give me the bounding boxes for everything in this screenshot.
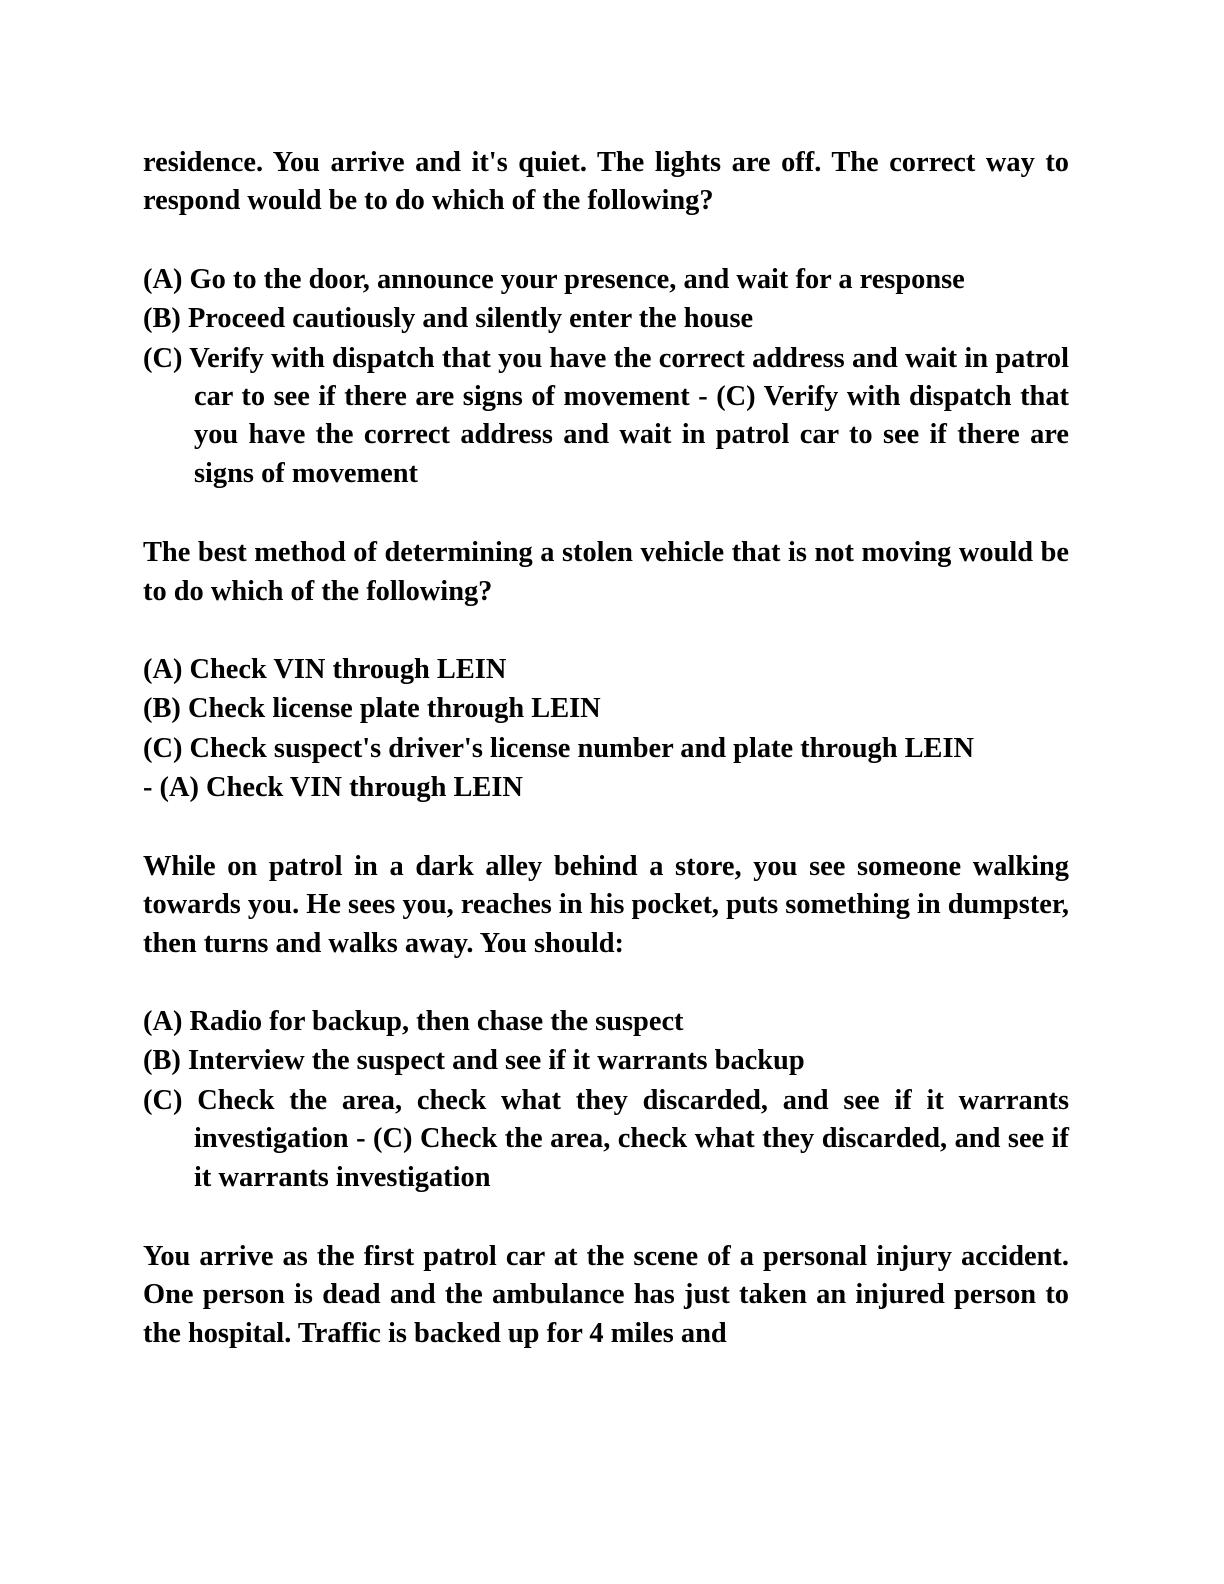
spacer [143,963,1069,1003]
option-b: (B) Check license plate through LEIN [143,693,601,725]
spacer [143,221,1069,261]
option-c: (C) Check suspect's driver's license number and plate through LEIN [143,732,975,764]
answer-options [143,1003,1069,1197]
spacer [143,808,1069,848]
spacer [143,1198,1069,1238]
option-a: (A) Go to the door, announce your presence, and wait for a response [143,263,965,295]
option-c: (C) Check the area, check what they discarded, and see if it warrants investigation - (C) Check the area, check what they discarded, and see if it warrants investigation [143,1084,1069,1193]
question-text: While on patrol in a dark alley behind a store, you see someone walking towards you. He sees you, reaches in his pocket, puts something in dumpster, then turns and walks away. You should: [143,850,1069,959]
answer-options [143,651,1069,768]
spacer [143,611,1069,651]
option-b: (B) Interview the suspect and see if it warrants backup [143,1045,805,1077]
question-text: The best method of determining a stolen vehicle that is not moving would be to do which of the following? [143,537,1069,607]
answer-key: - (A) Check VIN through LEIN [143,772,523,804]
document-page [143,144,1069,1353]
question-text: residence. You arrive and it's quiet. The lights are off. The correct way to respond would be to do which of the following? [143,147,1069,217]
spacer [143,494,1069,534]
option-b: (B) Proceed cautiously and silently enter the house [143,303,754,335]
option-c: (C) Verify with dispatch that you have the correct address and wait in patrol car to see if there are signs of movement - (C) Verify with dispatch that you have the correct address and wait in patrol car to see if there are signs of movement [143,342,1069,489]
answer-options [143,261,1069,493]
option-a: (A) Check VIN through LEIN [143,654,507,686]
question-text: You arrive as the first patrol car at the scene of a personal injury accident. One person is dead and the ambulance has just taken an injured person to the hospital. Traffic is backed up for 4 miles and [143,1240,1069,1349]
option-a: (A) Radio for backup, then chase the suspect [143,1005,684,1037]
